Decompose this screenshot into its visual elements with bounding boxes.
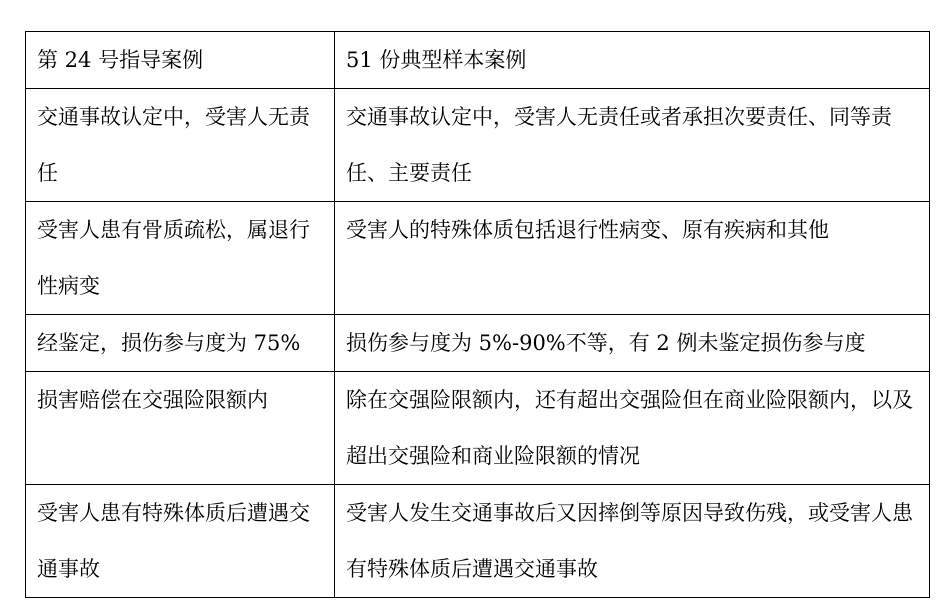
table-cell [26, 315, 335, 372]
cell-text: 损害赔偿在交强险限额内 [37, 388, 268, 412]
table-row [26, 315, 930, 372]
table-cell [26, 372, 335, 485]
table-row [26, 485, 930, 598]
cell-text: 损伤参与度为 5%-90%不等，有 2 例未鉴定损伤参与度 [346, 331, 866, 355]
table-cell [335, 372, 930, 485]
header-label: 51 份典型样本案例 [346, 48, 527, 72]
table-row [26, 89, 930, 202]
cell-text: 经鉴定，损伤参与度为 75% [37, 331, 301, 355]
cell-text: 交通事故认定中，受害人无责任 [37, 105, 310, 185]
table-cell [26, 89, 335, 202]
cell-text: 受害人患有特殊体质后遭遇交通事故 [37, 501, 310, 581]
table-cell [335, 485, 930, 598]
table-cell [26, 202, 335, 315]
table-cell [335, 89, 930, 202]
cell-text: 受害人的特殊体质包括退行性病变、原有疾病和其他 [346, 218, 829, 242]
comparison-table [25, 31, 930, 598]
cell-text: 受害人发生交通事故后又因摔倒等原因导致伤残，或受害人患有特殊体质后遭遇交通事故 [346, 501, 913, 581]
table-cell [335, 202, 930, 315]
cell-text: 除在交强险限额内，还有超出交强险但在商业险限额内，以及超出交强险和商业险限额的情况 [346, 388, 913, 468]
table-cell [26, 485, 335, 598]
header-label: 第 24 号指导案例 [37, 48, 204, 72]
table-header-row [26, 32, 930, 89]
table-cell [335, 315, 930, 372]
cell-text: 交通事故认定中，受害人无责任或者承担次要责任、同等责任、主要责任 [346, 105, 892, 185]
header-cell-sample-cases [335, 32, 930, 89]
cell-text: 受害人患有骨质疏松，属退行性病变 [37, 218, 310, 298]
table-row [26, 372, 930, 485]
table-row [26, 202, 930, 315]
header-cell-guiding-case [26, 32, 335, 89]
